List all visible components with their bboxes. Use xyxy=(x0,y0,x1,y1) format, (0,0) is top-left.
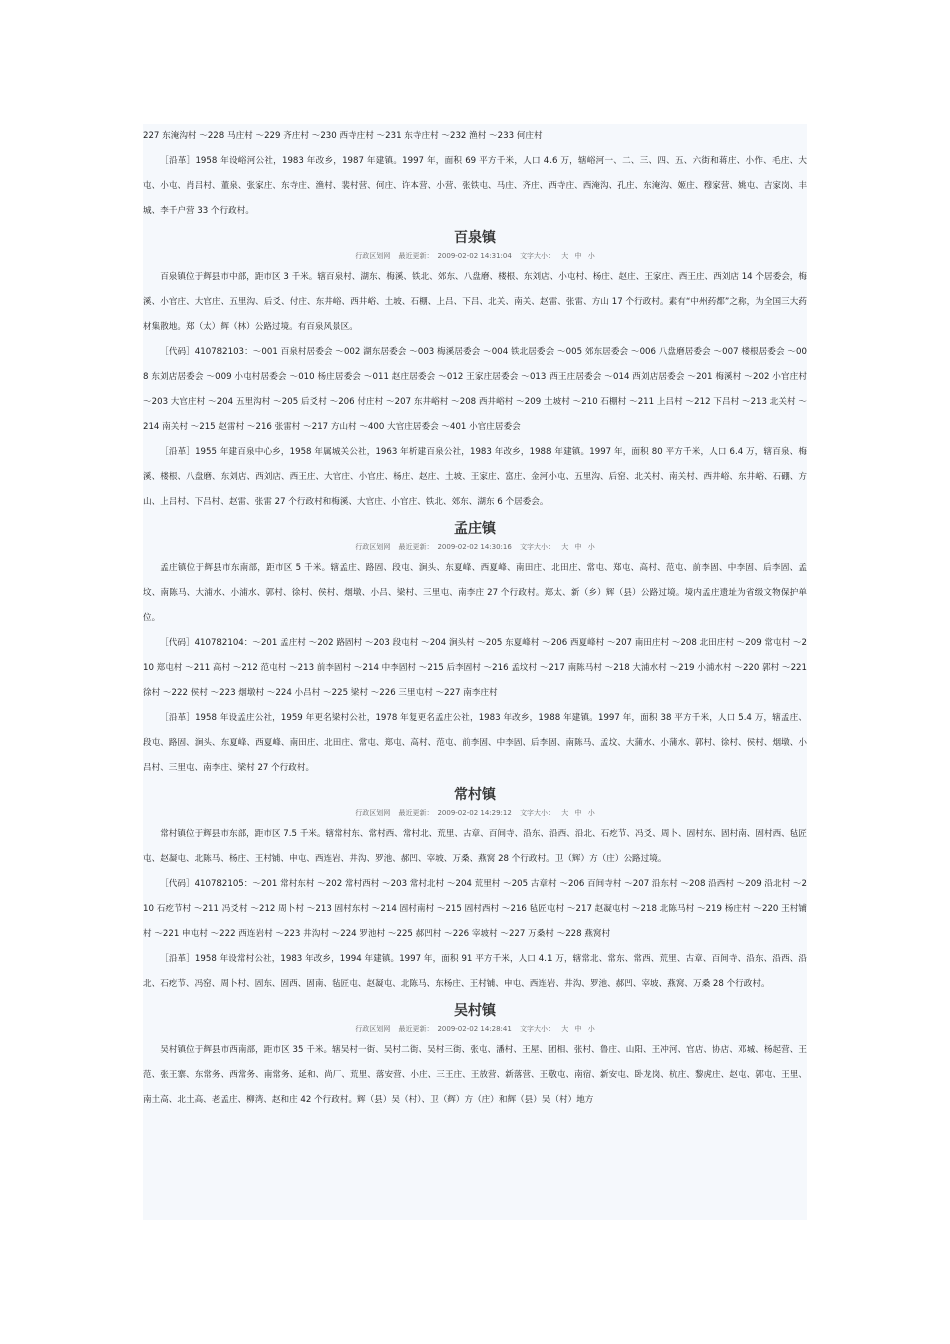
section-code: ［代码］410782103：～001 百泉村居委会 ～002 湖东居委会 ～003 梅溪居委会 ～004 铁北居委会 ～005 郊东居委会 ～006 八盘磨居委会 ～007 楼根居委会 ～008 东刘店居委会 ～009 小屯村居委会 ～010 杨庄居委会 ～011 赵庄居委会 ～012 王家庄居委会 ～013 西王庄居委会 ～014 西刘店居委会 ～201 梅溪村 ～202 小官庄村 ～203 大官庄村 ～204 五里沟村 ～205 后爻村 ～206 付庄村 ～207 东井峪村 ～208 西井峪村 ～209 土坡村 ～210 石棚村 ～211 上吕村 ～212 下吕村 ～213 北关村 ～214 南关村 ～215 赵雷村 ～216 张雷村 ～217 方山村 ～400 大官庄居委会 ～401 小官庄居委会 xyxy=(143,347,807,432)
updated-label: 最近更新： 2009-02-02 14:28:41 xyxy=(398,1025,512,1033)
article-meta xyxy=(143,806,807,820)
font-size-medium-link[interactable]: 中 xyxy=(574,1025,582,1033)
font-size-small-link[interactable]: 小 xyxy=(587,252,595,260)
section-title-changcun: 常村镇 xyxy=(454,787,496,803)
section-description: 百泉镇位于辉县市中部，距市区 3 千米。辖百泉村、湖东、梅溪、铁北、郊东、八盘磨、楼根、东刘店、小屯村、杨庄、赵庄、王家庄、西王庄、西刘店 14 个居委会，梅溪、小官庄、大官庄、五里沟、后爻、付庄、东井峪、西井峪、土坡、石棚、上吕、下吕、北关、南关、赵雷、张雷、方山 17 个行政村。素有“中州药都”之称，为全国三大药材集散地。郑（太）辉（林）公路过境。有百泉风景区。 xyxy=(143,272,807,332)
section-description: 吴村镇位于辉县市西南部，距市区 35 千米。辖吴村一街、吴村二街、吴村三街、张屯、潘村、王屋、团相、张村、鲁庄、山阳、王冲河、官店、协店、邓城、杨起营、王范、张王寨、东常务、西常务、南常务、延和、尚厂、荒里、落安营、小庄、三王庄、王放营、新落营、王敬屯、南宿、新安屯、卧龙岗、杭庄、黎虎庄、赵屯、郭屯、王里、南土高、北土高、老孟庄、柳湾、赵和庄 42 个行政村。辉（县）吴（村）、卫（辉）方（庄）和辉（县）吴（村）地方 xyxy=(143,1045,807,1105)
article-meta xyxy=(143,249,807,263)
section-title-mengzhuang: 孟庄镇 xyxy=(454,521,496,537)
font-size-small-link[interactable]: 小 xyxy=(587,1025,595,1033)
font-size-medium-link[interactable]: 中 xyxy=(574,543,582,551)
section-title-wucun: 吴村镇 xyxy=(454,1003,496,1019)
section-title-baiquan: 百泉镇 xyxy=(454,230,496,246)
section-code: ［代码］410782104：～201 孟庄村 ～202 路固村 ～203 段屯村 ～204 涧头村 ～205 东夏峰村 ～206 西夏峰村 ～207 南田庄村 ～208 北田庄村 ～209 常屯村 ～210 郑屯村 ～211 高村 ～212 范屯村 ～213 前李固村 ～214 中李固村 ～215 后李固村 ～216 孟坟村 ～217 南陈马村 ～218 大浦水村 ～219 小浦水村 ～220 郭村 ～221 徐村 ～222 侯村 ～223 烟墩村 ～224 小吕村 ～225 梁村 ～226 三里屯村 ～227 南李庄村 xyxy=(143,638,807,698)
updated-label: 最近更新： 2009-02-02 14:31:04 xyxy=(398,252,512,260)
section-description: 常村镇位于辉县市东部，距市区 7.5 千米。辖常村东、常村西、常村北、荒里、古章、百间寺、沿东、沿西、沿北、石疙节、冯爻、周卜、固村东、固村南、固村西、毡匠屯、赵凝屯、北陈马、杨庄、王村铺、申屯、西连岩、井沟、罗池、郝凹、宰坡、万桑、燕窝 28 个行政村。卫（辉）方（庄）公路过境。 xyxy=(143,829,807,864)
font-size-large-link[interactable]: 大 xyxy=(561,1025,569,1033)
source-link[interactable]: 行政区划网 xyxy=(355,252,391,260)
intro-history: ［沿革］1958 年设峪河公社，1983 年改乡，1987 年建镇。1997 年，面积 69 平方千米，人口 4.6 万，辖峪河一、二、三、四、五、六街和蒋庄、小作、毛庄、大屯、小屯、肖吕村、董泉、张家庄、东寺庄、渔村、裴村营、何庄、许本营、小营、张铁屯、马庄、齐庄、西寺庄、西淹沟、孔庄、东淹沟、姬庄、穆家营、姚屯、吉家岗、丰城、李千户营 33 个行政村。 xyxy=(143,156,807,216)
source-link[interactable]: 行政区划网 xyxy=(355,1025,391,1033)
font-size-large-link[interactable]: 大 xyxy=(561,252,569,260)
font-size-large-link[interactable]: 大 xyxy=(561,809,569,817)
font-size-medium-link[interactable]: 中 xyxy=(574,809,582,817)
font-size-label: 文字大小： xyxy=(520,543,556,551)
font-size-small-link[interactable]: 小 xyxy=(587,543,595,551)
source-link[interactable]: 行政区划网 xyxy=(355,543,391,551)
intro-village-list: 227 东淹沟村 ～228 马庄村 ～229 齐庄村 ～230 西寺庄村 ～231 东寺庄村 ～232 渔村 ～233 何庄村 xyxy=(143,131,543,141)
document-page xyxy=(143,124,807,1220)
font-size-medium-link[interactable]: 中 xyxy=(574,252,582,260)
section-history: ［沿革］1958 年设孟庄公社，1959 年更名梁村公社，1978 年复更名孟庄公社，1983 年改乡，1988 年建镇。1997 年，面积 38 平方千米，人口 5.4 万，辖孟庄、段屯、路固、涧头、东夏峰、西夏峰、南田庄、北田庄、常屯、郑屯、高村、范屯、前李固、中李固、后李固、南陈马、孟坟、大蒲水、小蒲水、郭村、徐村、侯村、烟墩、小吕村、三里屯、南李庄、梁村 27 个行政村。 xyxy=(143,713,807,773)
font-size-label: 文字大小： xyxy=(520,252,556,260)
section-description: 孟庄镇位于辉县市东南部，距市区 5 千米。辖孟庄、路固、段屯、涧头、东夏峰、西夏峰、南田庄、北田庄、常屯、郑屯、高村、范屯、前李固、中李固、后李固、孟坟、南陈马、大浦水、小浦水、郭村、徐村、侯村、烟墩、小吕、梁村、三里屯、南李庄 27 个行政村。郑太、新（乡）辉（县）公路过境。境内孟庄遗址为省级文物保护单位。 xyxy=(143,563,807,623)
updated-label: 最近更新： 2009-02-02 14:29:12 xyxy=(398,809,512,817)
section-code: ［代码］410782105：～201 常村东村 ～202 常村西村 ～203 常村北村 ～204 荒里村 ～205 古章村 ～206 百间寺村 ～207 沿东村 ～208 沿西村 ～209 沿北村 ～210 石疙节村 ～211 冯爻村 ～212 周卜村 ～213 固村东村 ～214 固村南村 ～215 固村西村 ～216 毡匠屯村 ～217 赵凝屯村 ～218 北陈马村 ～219 杨庄村 ～220 王村铺村 ～221 申屯村 ～222 西连岩村 ～223 井沟村 ～224 罗池村 ～225 郝凹村 ～226 宰坡村 ～227 万桑村 ～228 燕窝村 xyxy=(143,879,807,939)
font-size-large-link[interactable]: 大 xyxy=(561,543,569,551)
article-meta xyxy=(143,540,807,554)
article-meta xyxy=(143,1022,807,1036)
source-link[interactable]: 行政区划网 xyxy=(355,809,391,817)
section-history: ［沿革］1955 年建百泉中心乡，1958 年属城关公社，1963 年析建百泉公社，1983 年改乡，1988 年建镇。1997 年，面积 80 平方千米，人口 6.4 万，辖百泉、梅溪、楼根、八盘磨、东刘店、西刘店、西王庄、大官庄、小官庄、杨庄、赵庄、土坡、王家庄、富庄、金河小屯、五里沟、后窑、北关村、南关村、西井峪、东井峪、石硼、方山、上吕村、下吕村、赵雷、张雷 27 个行政村和梅溪、大官庄、小官庄、铁北、郊东、湖东 6 个居委会。 xyxy=(143,447,807,507)
updated-label: 最近更新： 2009-02-02 14:30:16 xyxy=(398,543,512,551)
font-size-label: 文字大小： xyxy=(520,1025,556,1033)
font-size-small-link[interactable]: 小 xyxy=(587,809,595,817)
font-size-label: 文字大小： xyxy=(520,809,556,817)
section-history: ［沿革］1958 年设常村公社，1983 年改乡，1994 年建镇。1997 年，面积 91 平方千米，人口 4.1 万，辖常北、常东、常西、荒里、古章、百间寺、沿东、沿西、沿北、石疙节、冯窑、周卜村、固东、固西、固南、毡匠屯、赵凝屯、北陈马、东杨庄、王村铺、申屯、西连岩、井沟、罗池、郝凹、宰坡、燕窝、万桑 28 个行政村。 xyxy=(143,954,807,989)
